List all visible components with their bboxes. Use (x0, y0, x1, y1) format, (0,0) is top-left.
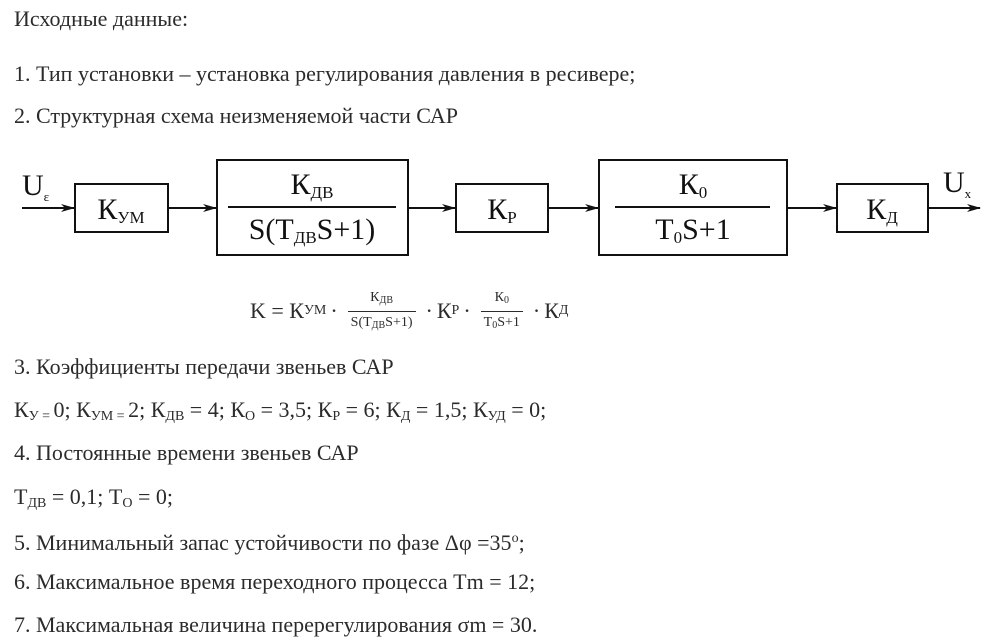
formula-kd: К (544, 298, 559, 323)
coefficients-line: $К_{У =}$ 0; $К_{УМ =}$ 2; $К_{ДВ} = 4$; $К_О = 3,5$; $К_Р = 6$; $К_Д = 1,5$; $К_{УД} = 0$; (14, 397, 547, 424)
formula-dot-3: · (463, 298, 471, 323)
item-3: 3. Коэффициенты передачи звеньев САР (14, 354, 394, 379)
block-diagram (0, 150, 995, 260)
formula-f1-den-sub: ДВ (371, 319, 386, 331)
block-motor-denominator: S(TДВS+1) (248, 213, 376, 247)
formula-f2-num: К (494, 289, 504, 305)
formula-f1-num-sub: ДВ (379, 294, 394, 306)
formula-dot-4: · (532, 298, 541, 323)
item-4: 4. Постоянные времени звеньев САР (14, 440, 359, 465)
item-1: 1. Тип установки – установка регулирования давления в ресивере; (14, 61, 636, 86)
item-5: 5. Минимальный запас устойчивости по фазе $\Delta\varphi =35^o$; (14, 530, 525, 555)
formula-kp: К (436, 298, 452, 323)
formula-f1-den-a: S(T (350, 314, 372, 330)
item-2: 2. Структурная схема неизменяемой части САР (14, 103, 458, 128)
block-kp-label: КР (487, 193, 517, 227)
formula-f2-den-sub: 0 (492, 319, 498, 331)
formula-f1-den-b: S+1) (385, 314, 413, 330)
formula-f2-den-a: T (483, 314, 493, 330)
heading: Исходные данные: (14, 6, 189, 31)
item-7: 7. Максимальная величина перерегулирования σm = 30. (14, 612, 538, 637)
formula-lhs-sub: УМ (303, 303, 327, 318)
formula-kp-sub: Р (451, 303, 460, 318)
formula-fraction-motor (348, 289, 416, 334)
block-object-numerator: К0 (678, 168, 708, 202)
formula-kd-sub: Д (558, 303, 569, 318)
transfer-function-formula (250, 288, 568, 334)
time-constants-line: $Т_{ДВ} = 0,1$; $Т_О = 0$; (14, 484, 173, 511)
block-object-denominator: T0S+1 (655, 213, 731, 247)
block-motor-numerator: КДВ (290, 168, 334, 202)
block-kum-label: КУМ (97, 193, 145, 227)
formula-lhs: K = К (250, 298, 304, 323)
formula-dot-2: · (425, 298, 433, 323)
formula-fraction-object (481, 289, 523, 334)
item-6: 6. Максимальное время переходного процесса Tm = 12; (14, 569, 536, 594)
formula-f1-num: К (370, 289, 380, 305)
formula-f2-num-sub: 0 (503, 294, 509, 306)
formula-f2-den-b: S+1 (497, 314, 520, 330)
block-kd-label: КД (866, 193, 898, 227)
output-signal-label: $U_x$ (943, 166, 972, 201)
input-signal-label: $U_\varepsilon$ (22, 169, 50, 204)
formula-dot-1: · (330, 298, 338, 323)
